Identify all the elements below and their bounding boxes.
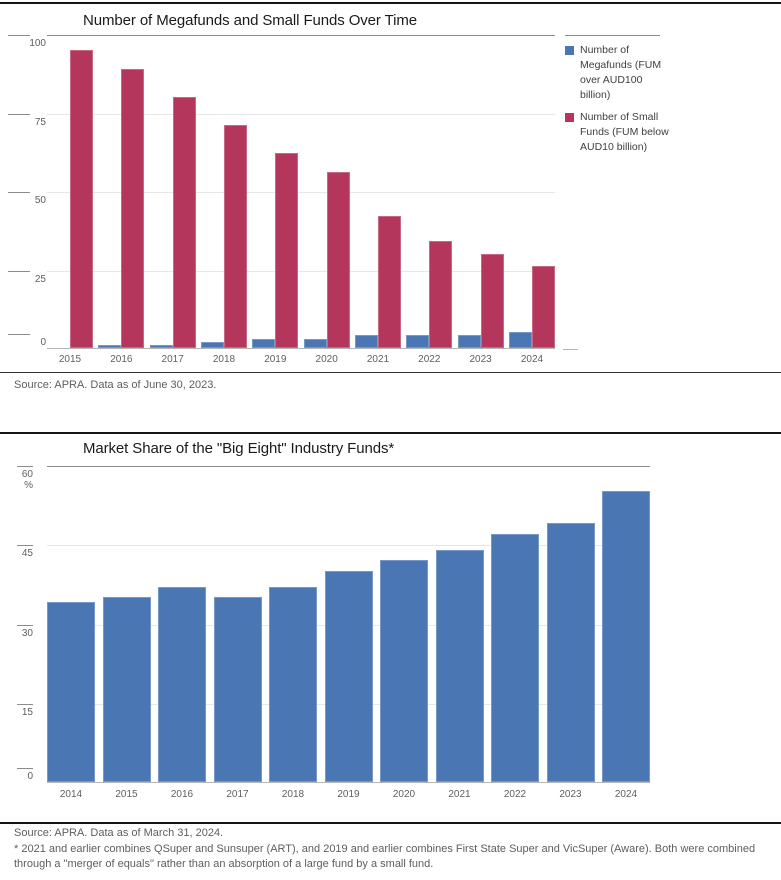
x-axis	[47, 789, 650, 800]
y-tick-label-30: 30	[21, 628, 33, 639]
bar-group-2019	[252, 36, 298, 348]
gridline-0	[47, 782, 650, 783]
y-axis	[17, 466, 33, 783]
plot-area	[47, 35, 555, 349]
gridline-0	[47, 348, 555, 349]
bar-group-2017	[150, 36, 196, 348]
bar-series0-2016	[98, 345, 121, 348]
y-tick-mark-75	[8, 114, 30, 115]
legend-divider	[565, 35, 660, 36]
source-note: Source: APRA. Data as of June 30, 2023.	[14, 379, 217, 391]
x-label-2018: 2018	[212, 354, 236, 365]
bar-group-2023	[547, 467, 595, 782]
bar-series1-2019	[275, 153, 298, 348]
bar-group-2016	[158, 467, 206, 782]
bar-2021	[436, 550, 484, 782]
bar-series0-2024	[509, 332, 532, 348]
bar-2024	[602, 491, 650, 782]
bar-group-2018	[269, 467, 317, 782]
bar-group-2014	[47, 467, 95, 782]
legend	[565, 35, 677, 155]
bar-series1-2018	[224, 125, 247, 348]
bar-series1-2016	[121, 69, 144, 348]
bar-group-2015	[103, 467, 151, 782]
bar-2014	[47, 602, 95, 782]
x-label-2022: 2022	[418, 354, 441, 365]
x-label-2016: 2016	[110, 354, 133, 365]
bar-group-2015	[47, 36, 93, 348]
x-label-2016: 2016	[170, 789, 194, 800]
top-border	[0, 2, 781, 4]
x-label-2023: 2023	[469, 354, 492, 365]
bar-group-2022	[406, 36, 452, 348]
legend-item-small-funds	[565, 110, 677, 155]
bar-group-2021	[436, 467, 484, 782]
y-tick-label-45: 45	[21, 548, 33, 559]
bar-2016	[158, 587, 206, 782]
y-tick-label-60: 60 %	[21, 469, 33, 491]
y-axis	[8, 35, 46, 349]
plot-area	[47, 466, 650, 783]
bar-series0-2017	[150, 345, 173, 348]
y-tick-label-100: 100	[29, 38, 46, 49]
bar-series1-2023	[481, 254, 504, 348]
x-axis	[47, 354, 555, 365]
y-tick-mark-0	[8, 334, 30, 335]
y-tick-mark-45	[17, 545, 33, 546]
x-label-2020: 2020	[315, 354, 338, 365]
bars-container	[47, 467, 650, 782]
x-label-2014: 2014	[59, 789, 83, 800]
panel-top-border	[0, 432, 781, 434]
x-label-2020: 2020	[392, 789, 416, 800]
x-label-2017: 2017	[226, 789, 249, 800]
x-label-2024: 2024	[614, 789, 638, 800]
bar-group-2017	[214, 467, 262, 782]
legend-label-megafunds: Number of Megafunds (FUM over AUD100 billion)	[580, 44, 662, 101]
bar-series0-2022	[406, 335, 429, 348]
y-tick-mark-30	[17, 625, 33, 626]
bar-series1-2022	[429, 241, 452, 348]
bar-2022	[491, 534, 539, 782]
y-tick-label-0: 0	[40, 337, 46, 348]
y-tick-mark-60	[17, 466, 33, 467]
legend-label-small-funds: Number of Small Funds (FUM below AUD10 billion)	[580, 111, 669, 153]
bar-group-2024	[509, 36, 555, 348]
y-tick-label-25: 25	[34, 274, 46, 285]
bar-group-2022	[491, 467, 539, 782]
figure-divider	[0, 372, 781, 373]
bar-group-2018	[201, 36, 247, 348]
legend-item-megafunds	[565, 43, 677, 103]
bar-series0-2019	[252, 339, 275, 348]
x-label-2021: 2021	[366, 354, 390, 365]
x-label-2015: 2015	[58, 354, 82, 365]
x-label-2015: 2015	[115, 789, 138, 800]
bar-2015	[103, 597, 151, 782]
bar-2019	[325, 571, 373, 782]
bar-series1-2017	[173, 97, 196, 348]
y-tick-mark-25	[8, 271, 30, 272]
y-tick-mark-15	[17, 704, 33, 705]
y-tick-label-15: 15	[21, 707, 33, 718]
bar-group-2021	[355, 36, 401, 348]
x-label-2019: 2019	[264, 354, 287, 365]
bar-2018	[269, 587, 317, 782]
bar-2020	[380, 560, 428, 782]
legend-swatch-small-funds	[565, 113, 574, 122]
y-tick-mark-0	[17, 768, 33, 769]
y-tick-label-50: 50	[34, 195, 46, 206]
x-label-2021: 2021	[448, 789, 471, 800]
bar-group-2016	[98, 36, 144, 348]
y-tick-mark-50	[8, 192, 30, 193]
bar-group-2020	[304, 36, 350, 348]
bar-group-2020	[380, 467, 428, 782]
bar-2023	[547, 523, 595, 782]
x-label-2018: 2018	[281, 789, 305, 800]
bar-group-2019	[325, 467, 373, 782]
x-label-2024: 2024	[520, 354, 544, 365]
chart-title: Number of Megafunds and Small Funds Over Time	[83, 12, 417, 29]
bar-series1-2015	[70, 50, 93, 348]
x-label-2022: 2022	[503, 789, 527, 800]
bar-series0-2018	[201, 342, 224, 348]
bar-series1-2024	[532, 266, 555, 348]
y-tick-mark-100	[8, 35, 30, 36]
y-tick-label-75: 75	[34, 117, 46, 128]
x-label-2017: 2017	[161, 354, 184, 365]
bottom-border	[0, 822, 781, 824]
bar-series0-2020	[304, 339, 327, 348]
legend-swatch-megafunds	[565, 46, 574, 55]
source-note: Source: APRA. Data as of March 31, 2024.	[14, 827, 224, 839]
bar-series1-2021	[378, 216, 401, 348]
bar-series0-2021	[355, 335, 378, 348]
footnote: * 2021 and earlier combines QSuper and Sunsuper (ART), and 2019 and earlier combines First State Super and VicSuper (Aware). Both were combined through a "merger of equals" rather than an absorption of a large fund by a small fund.	[14, 843, 756, 870]
axis-right-tick	[563, 349, 578, 350]
chart-title: Market Share of the "Big Eight" Industry Funds*	[83, 440, 395, 457]
x-label-2019: 2019	[337, 789, 360, 800]
bar-series1-2020	[327, 172, 350, 348]
bars-container	[47, 36, 555, 348]
bar-group-2024	[602, 467, 650, 782]
y-tick-label-0: 0	[27, 771, 33, 782]
bar-series0-2023	[458, 335, 481, 348]
x-label-2023: 2023	[559, 789, 582, 800]
bar-2017	[214, 597, 262, 782]
bar-group-2023	[458, 36, 504, 348]
